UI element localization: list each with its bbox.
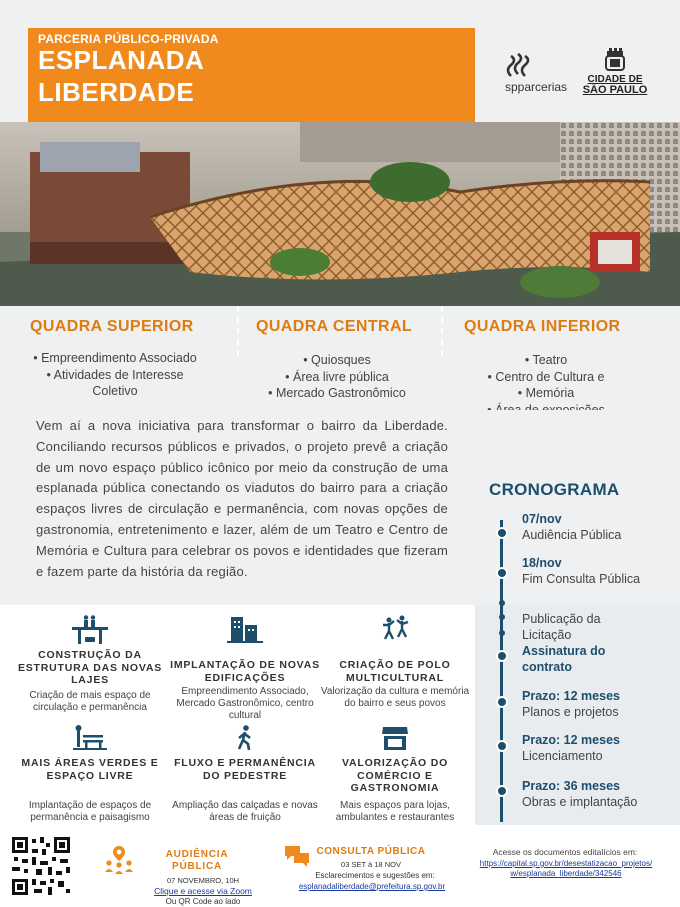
list-item: • Memória [456, 385, 636, 402]
timeline-head: Prazo: 36 meses [522, 779, 620, 793]
timeline-head: 07/nov [522, 512, 562, 526]
divider [237, 306, 239, 356]
walking-person-icon [234, 725, 256, 751]
timeline-text: Fim Consulta Pública [522, 571, 641, 586]
consulta-title: CONSULTA PÚBLICA [316, 846, 426, 857]
timeline-dot [499, 600, 505, 606]
feature-card [170, 725, 320, 825]
spparcerias-logo-text: spparcerias [505, 80, 568, 94]
timeline-head: Prazo: 12 meses [522, 689, 620, 703]
title-line-1: ESPLANADA [38, 45, 205, 75]
feature-card [320, 725, 470, 825]
timeline-dot [496, 650, 508, 662]
feature-title: CONSTRUÇÃO DA ESTRUTURA DAS NOVAS LAJES [17, 649, 163, 686]
audiencia-date: 07 NOVEMBRO, 10H [166, 876, 240, 885]
city-line-2: SÃO PAULO [582, 84, 648, 96]
timeline-dot [496, 567, 508, 579]
feature-card [15, 725, 165, 825]
meeting-people-icon [104, 844, 134, 874]
park-bench-icon [73, 725, 107, 751]
dancers-icon [380, 615, 410, 641]
zoom-link[interactable]: Clique e acesse via Zoom [154, 886, 252, 896]
audiencia-title: AUDIÊNCIA PÚBLICA [165, 849, 229, 872]
timeline-text: Publicação da Licitação [522, 612, 601, 642]
consulta-date: 03 SET à 18 NOV [341, 860, 401, 869]
feature-title: IMPLANTAÇÃO DE NOVAS EDIFICAÇÕES [170, 659, 320, 684]
timeline-text: Planos e projetos [522, 704, 619, 719]
feature-title: VALORIZAÇÃO DO COMÉRCIO E GASTRONOMIA [341, 757, 449, 794]
timeline-dot [496, 785, 508, 797]
feature-card [170, 615, 320, 720]
feature-title: FLUXO E PERMANÊNCIA DO PEDESTRE [174, 757, 316, 782]
timeline-text: Obras e implantação [522, 794, 638, 809]
quadras-section [0, 306, 680, 410]
features-section [0, 605, 475, 825]
timeline-item [522, 556, 642, 587]
feature-description: Criação de mais espaço de circulação e permanência [29, 690, 151, 713]
timeline-dot [499, 614, 505, 620]
timeline-dot [496, 740, 508, 752]
feature-description: Valorização da cultura e memória do bairro e seus povos [320, 686, 470, 709]
list-item: • Centro de Cultura e [456, 369, 636, 386]
qr-hint: Ou QR Code ao lado [165, 897, 241, 906]
timeline-line [500, 520, 503, 822]
list-item: Coletivo [92, 384, 138, 398]
timeline-item [522, 733, 642, 764]
feature-description: Mais espaços para lojas, ambulantes e restaurantes [335, 800, 455, 823]
title-box [28, 28, 475, 122]
feature-card [320, 615, 470, 720]
feature-title: MAIS ÁREAS VERDES E ESPAÇO LIVRE [21, 757, 159, 782]
quadra-inferior-title: QUADRA INFERIOR [464, 318, 621, 335]
bridge-people-icon [70, 615, 110, 645]
cronograma-title: CRONOGRAMA [489, 480, 620, 499]
consulta-info: Esclarecimentos e sugestões em: [315, 871, 435, 880]
docs-label: Acesse os documentos editalícios em: [492, 847, 638, 857]
timeline-item [522, 644, 642, 675]
timeline-item [522, 779, 642, 810]
sao-paulo-logo-text [580, 74, 650, 96]
footer [0, 825, 680, 907]
spparcerias-mark-icon [505, 52, 535, 82]
city-crest-icon [602, 48, 628, 72]
timeline-dot [496, 696, 508, 708]
feature-description: Ampliação das calçadas e novas áreas de fruição [172, 800, 318, 823]
title-kicker: PARCERIA PÚBLICO-PRIVADA [38, 32, 219, 46]
timeline-item [522, 612, 642, 643]
qr-code-icon[interactable] [10, 835, 72, 897]
title-line-2: LIBERDADE [38, 77, 195, 107]
feature-description: Empreendimento Associado, Mercado Gastronômico, centro cultural [176, 686, 314, 721]
list-item: • Mercado Gastronômico [232, 385, 442, 402]
list-item: • Área livre pública [232, 369, 442, 386]
description-paragraph: Vem aí a nova iniciativa para transformar o bairro da Liberdade. Conciliando recursos públicos e privados, o projeto prevê a criação de um novo espaço público icônico por meio da construção de uma esplanada pública conectando os viadutos do bairro para a criação espaços livres de circulação e permanência, com novas opções de gastronomia, entretenimento e lazer, além de um Teatro e Centro de Memória e Cultura para celebrar os povos e identidades que fizeram e fazem parte da história da região. [36, 418, 448, 579]
list-item: • Quiosques [232, 352, 442, 369]
timeline-head: Prazo: 12 meses [522, 733, 620, 747]
docs-url-link[interactable]: https://capital.sp.gov.br/desestatizacao_projetos/w/esplanada_liberdade/342546 [479, 859, 653, 878]
timeline-item [522, 689, 642, 720]
quadra-superior-title: QUADRA SUPERIOR [30, 318, 194, 335]
storefront-icon [381, 725, 409, 751]
timeline-text: Licenciamento [522, 748, 603, 763]
quadra-superior-list [10, 350, 220, 400]
list-item: • Atividades de Interesse [10, 367, 220, 384]
quadra-central-list [232, 352, 442, 402]
timeline-dot [496, 527, 508, 539]
feature-card [15, 615, 165, 720]
hero-rendering-image [0, 122, 680, 306]
spparcerias-logo [505, 52, 575, 96]
timeline-dot [499, 630, 505, 636]
timeline-head: Assinatura do contrato [522, 644, 606, 674]
header [0, 0, 680, 122]
timeline-text: Audiência Pública [522, 527, 622, 542]
consulta-email-link[interactable]: esplanadaliberdade@prefeitura.sp.gov.br [298, 882, 446, 891]
feature-title: CRIAÇÃO DE POLO MULTICULTURAL [339, 659, 451, 684]
list-item: • Empreendimento Associado [10, 350, 220, 367]
divider [441, 306, 443, 356]
sao-paulo-logo [580, 48, 650, 98]
timeline-head: 18/nov [522, 556, 562, 570]
timeline-item [522, 512, 642, 543]
buildings-icon [227, 615, 263, 643]
list-item: • Teatro [456, 352, 636, 369]
quadra-central-title: QUADRA CENTRAL [256, 318, 413, 335]
city-line-1: CIDADE DE [587, 74, 643, 85]
feature-description: Implantação de espaços de permanência e paisagismo [28, 800, 152, 823]
